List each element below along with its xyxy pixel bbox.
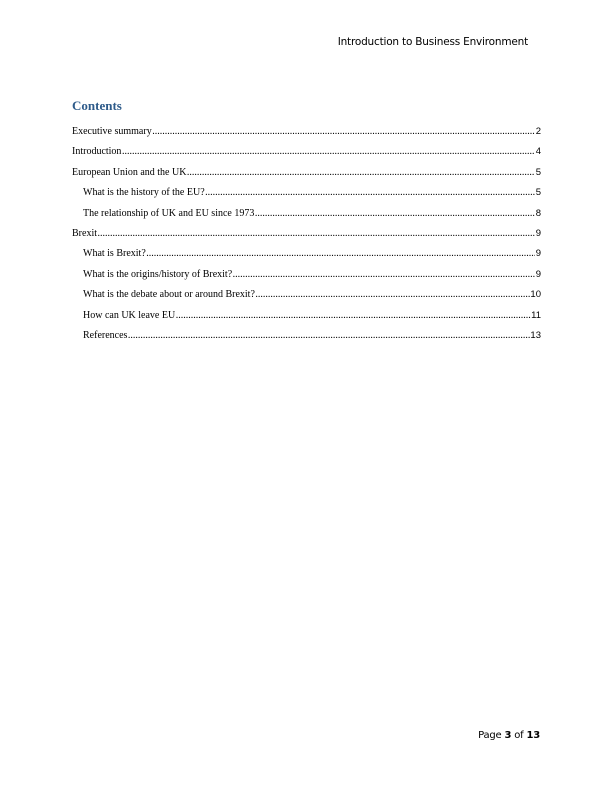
toc-entry-label: What is the origins/history of Brexit? bbox=[83, 268, 233, 280]
toc-dot-leader bbox=[187, 167, 535, 178]
footer-current-page: 3 bbox=[504, 730, 512, 741]
toc-entry-page: 13 bbox=[530, 329, 541, 341]
toc-entry-executive-summary[interactable] bbox=[72, 126, 541, 146]
toc-entry-label: Executive summary bbox=[72, 126, 152, 137]
toc-dot-leader bbox=[122, 146, 535, 157]
toc-dot-leader bbox=[255, 289, 530, 300]
toc-dot-leader bbox=[205, 187, 535, 198]
footer-page-word: Page bbox=[478, 730, 502, 741]
toc-entry-page: 9 bbox=[535, 268, 541, 280]
toc-entry-brexit-debate[interactable] bbox=[72, 289, 541, 309]
running-header: Introduction to Business Environment bbox=[337, 36, 528, 48]
toc-entry-page: 10 bbox=[530, 289, 541, 301]
toc-entry-page: 5 bbox=[535, 187, 541, 199]
toc-entry-label: European Union and the UK bbox=[72, 166, 187, 178]
toc-entry-page: 8 bbox=[535, 207, 541, 219]
toc-entry-history-of-the-eu[interactable] bbox=[72, 187, 541, 207]
footer-total-pages: 13 bbox=[526, 730, 540, 741]
toc-entry-brexit[interactable] bbox=[72, 228, 541, 248]
toc-entry-label: Brexit bbox=[72, 227, 97, 239]
toc-entry-references[interactable] bbox=[72, 330, 541, 350]
toc-entry-european-union-and-the-uk[interactable] bbox=[72, 167, 541, 187]
toc-entry-label: The relationship of UK and EU since 1973 bbox=[83, 207, 255, 219]
toc-entry-label: What is the history of the EU? bbox=[83, 187, 205, 199]
toc-dot-leader bbox=[233, 269, 536, 280]
toc-entry-introduction[interactable] bbox=[72, 146, 541, 166]
footer-of-word: of bbox=[514, 730, 524, 741]
toc-entry-label: How can UK leave EU bbox=[83, 309, 176, 321]
toc-dot-leader bbox=[128, 330, 530, 341]
page-number-footer bbox=[478, 730, 540, 741]
toc-dot-leader bbox=[255, 208, 535, 219]
toc-entry-label: References bbox=[83, 329, 128, 341]
toc-dot-leader bbox=[152, 126, 535, 137]
toc-entry-page: 5 bbox=[535, 166, 541, 178]
toc-entry-how-uk-leave-eu[interactable] bbox=[72, 310, 541, 330]
table-of-contents bbox=[72, 126, 541, 350]
toc-entry-page: 4 bbox=[535, 146, 541, 158]
toc-dot-leader bbox=[146, 248, 535, 259]
toc-entry-label: What is the debate about or around Brexit? bbox=[83, 289, 255, 301]
toc-entry-page: 9 bbox=[535, 227, 541, 239]
toc-entry-page: 9 bbox=[535, 248, 541, 260]
toc-dot-leader bbox=[176, 310, 531, 321]
toc-entry-page: 2 bbox=[535, 126, 541, 137]
toc-entry-relationship-uk-eu[interactable] bbox=[72, 208, 541, 228]
toc-dot-leader bbox=[98, 228, 536, 239]
toc-heading: Contents bbox=[72, 98, 122, 113]
toc-entry-label: What is Brexit? bbox=[83, 248, 146, 260]
toc-entry-label: Introduction bbox=[72, 146, 122, 158]
toc-entry-page: 11 bbox=[531, 309, 541, 321]
toc-entry-origins-of-brexit[interactable] bbox=[72, 269, 541, 289]
toc-entry-what-is-brexit[interactable] bbox=[72, 248, 541, 268]
